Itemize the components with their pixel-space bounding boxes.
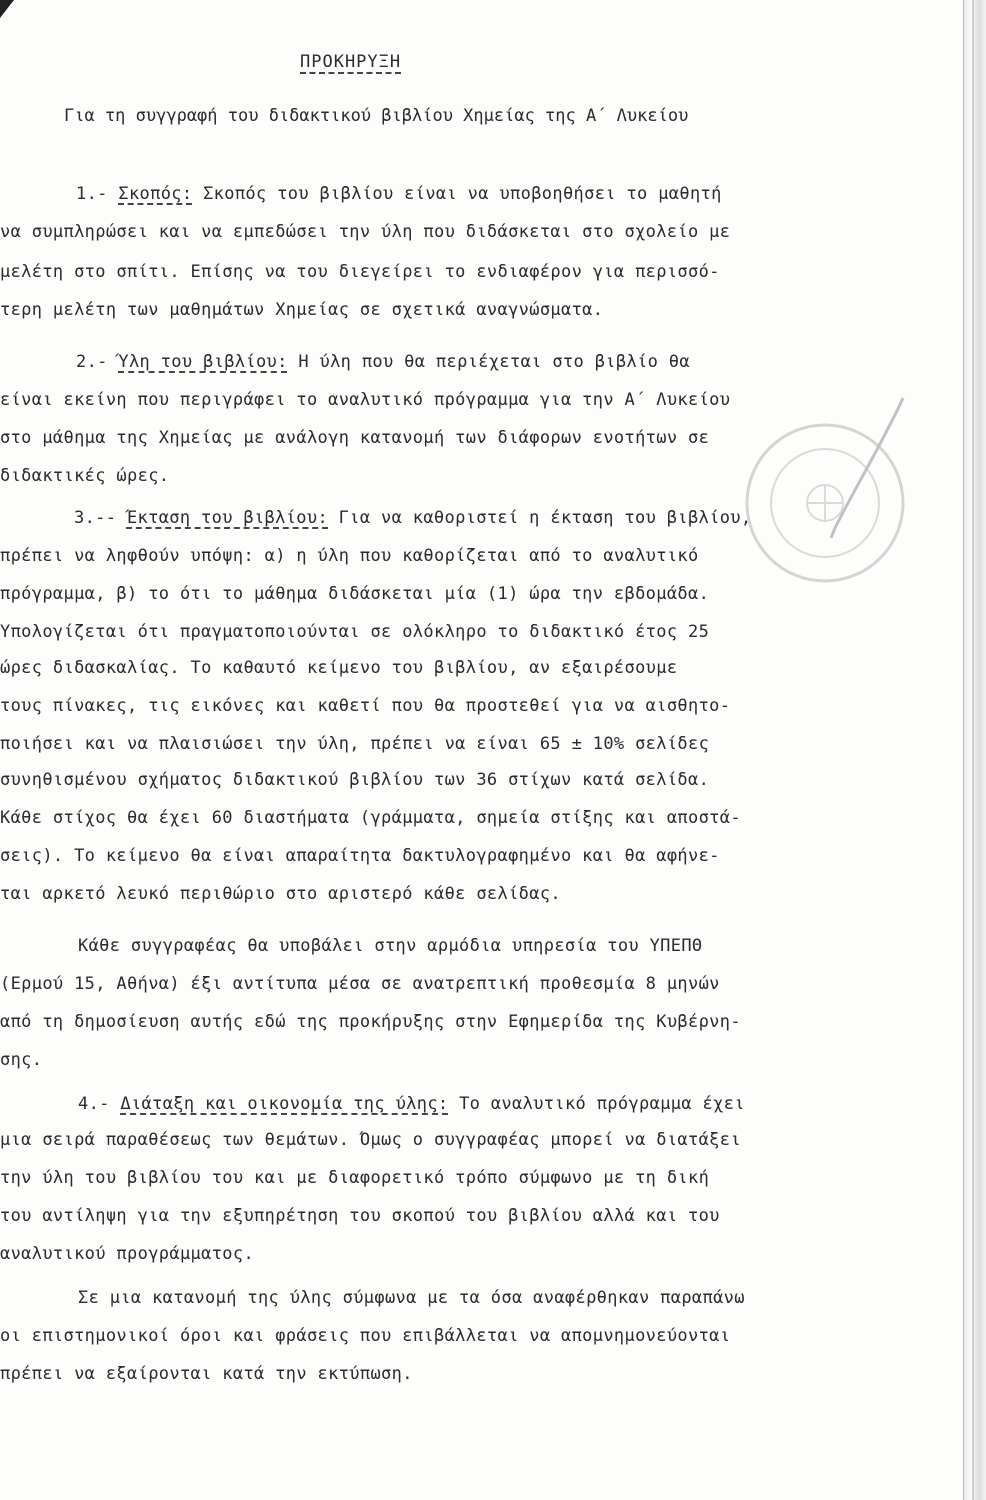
- section3-text: Για να καθοριστεί η έκταση του βιβλίου,: [338, 508, 752, 528]
- section3-line1: [74, 508, 751, 528]
- section1-number: 1.-: [76, 184, 108, 204]
- terms-line3: πρέπει να εξαίρονται κατά την εκτύπωση.: [0, 1364, 413, 1384]
- section4-line1: [78, 1094, 745, 1114]
- document-title: ΠΡΟΚΗΡΥΞΗ: [300, 52, 402, 72]
- section3-heading: Έκταση του βιβλίου:: [126, 508, 329, 528]
- section4-line5: αναλυτικού προγράμματος.: [0, 1244, 255, 1264]
- section3-line5: ώρες διδασκαλίας. Το καθαυτό κείμενο του βιβλίου, αν εξαιρέσουμε: [0, 658, 678, 678]
- section3-line7: ποιήσει και να πλαισιώσει την ύλη, πρέπει να είναι 65 ± 10% σελίδες: [0, 734, 710, 754]
- section4-line2: μια σειρά παραθέσεως των θεμάτων. Όμως ο συγγραφέας μπορεί να διατάξει: [0, 1130, 741, 1150]
- official-seal-stamp-icon: [735, 378, 915, 628]
- section1-line2: να συμπληρώσει και να εμπεδώσει την ύλη που διδάσκεται στο σχολείο με: [0, 222, 731, 242]
- section2-line4: διδακτικές ώρες.: [0, 466, 170, 486]
- section2-line2: είναι εκείνη που περιγράφει το αναλυτικό πρόγραμμα για την Α΄ Λυκείου: [0, 390, 731, 410]
- section3-number: 3.--: [74, 508, 117, 528]
- section2-text: Η ύλη που θα περιέχεται στο βιβλίο θα: [298, 352, 690, 372]
- submit-line1: Κάθε συγγραφέας θα υποβάλει στην αρμόδια υπηρεσία του ΥΠΕΠΘ: [78, 936, 703, 956]
- section1-line1: [76, 184, 722, 204]
- scan-corner-mark: [0, 0, 14, 18]
- section2-line1: [76, 352, 690, 372]
- section4-line3: την ύλη του βιβλίου του και με διαφορετικό τρόπο σύμφωνο με τη δική: [0, 1168, 710, 1188]
- section2-line3: στο μάθημα της Χημείας με ανάλογη κατανομή των διάφορων ενοτήτων σε: [0, 428, 710, 448]
- section3-line10: σεις). Το κείμενο θα είναι απαραίτητα δακτυλογραφημένο και θα αφήνε-: [0, 846, 720, 866]
- document-subtitle: Για τη συγγραφή του διδακτικού βιβλίου Χημείας της Α΄ Λυκείου: [64, 106, 689, 126]
- section3-line9: Κάθε στίχος θα έχει 60 διαστήματα (γράμματα, σημεία στίξης και αποστά-: [0, 808, 741, 828]
- section3-line8: συνηθισμένου σχήματος διδακτικού βιβλίου των 36 στίχων κατά σελίδα.: [0, 770, 710, 790]
- binding-edge: [963, 0, 986, 1500]
- section4-number: 4.-: [78, 1094, 110, 1114]
- section2-number: 2.-: [76, 352, 108, 372]
- section1-line4: τερη μελέτη των μαθημάτων Χημείας σε σχετικά αναγνώσματα.: [0, 300, 604, 320]
- terms-line1: Σε μια κατανομή της ύλης σύμφωνα με τα όσα αναφέρθηκαν παραπάνω: [78, 1288, 745, 1308]
- section4-line4: του αντίληψη για την εξυπηρέτηση του σκοπού του βιβλίου αλλά και του: [0, 1206, 720, 1226]
- terms-line2: οι επιστημονικοί όροι και φράσεις που επιβάλλεται να απομνημονεύονται: [0, 1326, 731, 1346]
- binding-line: [972, 0, 974, 1500]
- section1-text: Σκοπός του βιβλίου είναι να υποβοηθήσει το μαθητή: [203, 184, 722, 204]
- section4-text: Το αναλυτικό πρόγραμμα έχει: [459, 1094, 745, 1114]
- submit-line4: σης.: [0, 1050, 43, 1070]
- section3-line4: Υπολογίζεται ότι πραγματοποιούνται σε ολόκληρο το διδακτικό έτος 25: [0, 622, 710, 642]
- section3-line2: πρέπει να ληφθούν υπόψη: α) η ύλη που καθορίζεται από το αναλυτικό: [0, 546, 699, 566]
- submit-line3: από τη δημοσίευση αυτής εδώ της προκήρυξης στην Εφημερίδα της Κυβέρνη-: [0, 1012, 741, 1032]
- section1-heading: Σκοπός:: [118, 184, 193, 204]
- section4-heading: Διάταξη και οικονομία της ύλης:: [120, 1094, 449, 1114]
- section2-heading: Ύλη του βιβλίου:: [118, 352, 288, 372]
- section3-line11: ται αρκετό λευκό περιθώριο στο αριστερό κάθε σελίδας.: [0, 884, 561, 904]
- submit-line2: (Ερμού 15, Αθήνα) έξι αντίτυπα μέσα σε ανατρεπτική προθεσμία 8 μηνών: [0, 974, 720, 994]
- section3-line3: πρόγραμμα, β) το ότι το μάθημα διδάσκεται μία (1) ώρα την εβδομάδα.: [0, 584, 710, 604]
- section1-line3: μελέτη στο σπίτι. Επίσης να του διεγείρει το ενδιαφέρον για περισσό-: [0, 262, 720, 282]
- section3-line6: τους πίνακες, τις εικόνες και καθετί που θα προστεθεί για να αισθητο-: [0, 696, 731, 716]
